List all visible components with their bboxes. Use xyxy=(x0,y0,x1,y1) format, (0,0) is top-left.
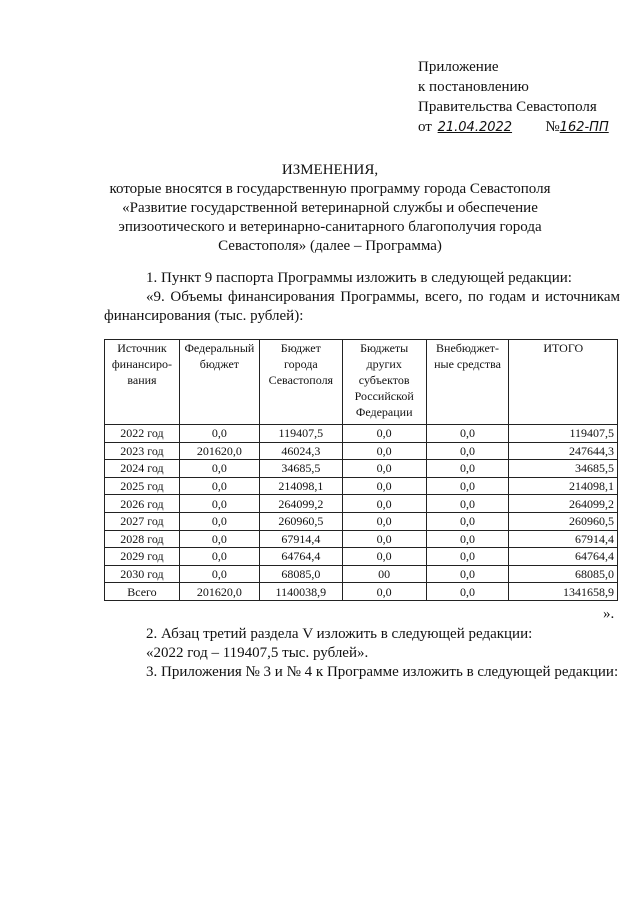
table-cell: 0,0 xyxy=(179,512,259,530)
table-cell: 0,0 xyxy=(342,425,426,443)
table-cell: 0,0 xyxy=(426,565,509,583)
heading-title: ИЗМЕНЕНИЯ, xyxy=(281,162,379,178)
item-3-text: 3. Приложения № 3 и № 4 к Программе изложить в следующей редакции: xyxy=(146,664,619,680)
table-row xyxy=(105,460,618,478)
appendix-line-1: Приложение xyxy=(418,59,499,75)
table-cell: 46024,3 xyxy=(259,442,342,460)
heading-line-1: которые вносятся в государственную программу города Севастополя xyxy=(109,181,551,197)
row-label-cell: 2024 год xyxy=(105,460,180,478)
table-cell: 0,0 xyxy=(426,442,509,460)
table-cell: 0,0 xyxy=(179,530,259,548)
table-cell: 0,0 xyxy=(179,425,259,443)
table-cell: 0,0 xyxy=(179,495,259,513)
table-row xyxy=(105,548,618,566)
table-cell: 0,0 xyxy=(426,495,509,513)
table-cell: 0,0 xyxy=(426,530,509,548)
table-row xyxy=(105,495,618,513)
table-row xyxy=(105,530,618,548)
table-cell: 201620,0 xyxy=(179,442,259,460)
table-cell: 264099,2 xyxy=(509,495,618,513)
table-cell: 0,0 xyxy=(342,583,426,601)
row-label-cell: 2022 год xyxy=(105,425,180,443)
table-cell: 1140038,9 xyxy=(259,583,342,601)
table-cell: 260960,5 xyxy=(259,512,342,530)
heading-line-3: эпизоотического и ветеринарно-санитарного благополучия города xyxy=(118,219,542,235)
row-label-cell: 2023 год xyxy=(105,442,180,460)
header-federal: Федеральный бюджет xyxy=(179,340,259,425)
financing-table xyxy=(104,339,618,601)
table-cell: 214098,1 xyxy=(509,477,618,495)
table-cell: 0,0 xyxy=(426,460,509,478)
table-cell: 64764,4 xyxy=(259,548,342,566)
table-cell: 264099,2 xyxy=(259,495,342,513)
table-row xyxy=(105,442,618,460)
table-cell: 119407,5 xyxy=(509,425,618,443)
appendix-line-3: Правительства Севастополя xyxy=(418,99,597,115)
row-label-cell: Всего xyxy=(105,583,180,601)
header-total: ИТОГО xyxy=(509,340,618,425)
heading-line-4: Севастополя» (далее – Программа) xyxy=(218,238,442,254)
table-header-row xyxy=(105,340,618,425)
table-row xyxy=(105,512,618,530)
table-cell: 0,0 xyxy=(342,442,426,460)
row-label-cell: 2028 год xyxy=(105,530,180,548)
table-cell: 119407,5 xyxy=(259,425,342,443)
heading-line-2: «Развитие государственной ветеринарной службы и обеспечение xyxy=(122,200,538,216)
table-cell: 67914,4 xyxy=(509,530,618,548)
table-cell: 68085,0 xyxy=(259,565,342,583)
row-label-cell: 2025 год xyxy=(105,477,180,495)
table-cell: 201620,0 xyxy=(179,583,259,601)
row-label-cell: 2030 год xyxy=(105,565,180,583)
table-cell: 0,0 xyxy=(179,548,259,566)
from-label: от xyxy=(418,119,432,135)
table-cell: 34685,5 xyxy=(509,460,618,478)
table-cell: 1341658,9 xyxy=(509,583,618,601)
number-label: № xyxy=(545,119,560,135)
table-cell: 214098,1 xyxy=(259,477,342,495)
item-2-text: 2. Абзац третий раздела V изложить в следующей редакции: xyxy=(146,626,533,642)
table-cell: 0,0 xyxy=(426,583,509,601)
resolution-date: 21.04.2022 xyxy=(437,120,513,135)
table-cell: 0,0 xyxy=(342,477,426,495)
table-cell: 67914,4 xyxy=(259,530,342,548)
table-row xyxy=(105,477,618,495)
item-1-text: 1. Пункт 9 паспорта Программы изложить в следующей редакции: xyxy=(146,270,572,286)
item-1-quote: «9. Объемы финансирования Программы, всего, по годам и источникам финансирования (тыс. рублей): xyxy=(104,289,620,324)
row-label-cell: 2029 год xyxy=(105,548,180,566)
table-cell: 68085,0 xyxy=(509,565,618,583)
table-cell: 0,0 xyxy=(426,425,509,443)
table-cell: 00 xyxy=(342,565,426,583)
item-2-quote: «2022 год – 119407,5 тыс. рублей». xyxy=(146,645,369,661)
table-cell: 247644,3 xyxy=(509,442,618,460)
header-city: Бюджет города Севастополя xyxy=(259,340,342,425)
table-cell: 0,0 xyxy=(426,548,509,566)
document-heading xyxy=(100,161,560,256)
table-cell: 64764,4 xyxy=(509,548,618,566)
header-extrabudgetary: Внебюджет-ные средства xyxy=(426,340,509,425)
table-cell: 0,0 xyxy=(426,477,509,495)
resolution-number: 162-ПП xyxy=(559,120,609,135)
table-row xyxy=(105,425,618,443)
header-source: Источник финансиро-вания xyxy=(105,340,180,425)
table-cell: 0,0 xyxy=(342,548,426,566)
table-cell: 34685,5 xyxy=(259,460,342,478)
table-cell: 0,0 xyxy=(426,512,509,530)
table-row xyxy=(105,583,618,601)
appendix-block xyxy=(418,57,609,138)
table-row xyxy=(105,565,618,583)
row-label-cell: 2026 год xyxy=(105,495,180,513)
appendix-date-line xyxy=(418,117,609,138)
table-cell: 0,0 xyxy=(179,477,259,495)
table-cell: 260960,5 xyxy=(509,512,618,530)
table-cell: 0,0 xyxy=(342,530,426,548)
header-other-subjects: Бюджеты других субъектов Российской Федерации xyxy=(342,340,426,425)
table-cell: 0,0 xyxy=(342,460,426,478)
table-cell: 0,0 xyxy=(342,495,426,513)
table-cell: 0,0 xyxy=(342,512,426,530)
table-cell: 0,0 xyxy=(179,565,259,583)
appendix-line-2: к постановлению xyxy=(418,79,529,95)
close-quote: ». xyxy=(603,606,615,622)
table-cell: 0,0 xyxy=(179,460,259,478)
row-label-cell: 2027 год xyxy=(105,512,180,530)
